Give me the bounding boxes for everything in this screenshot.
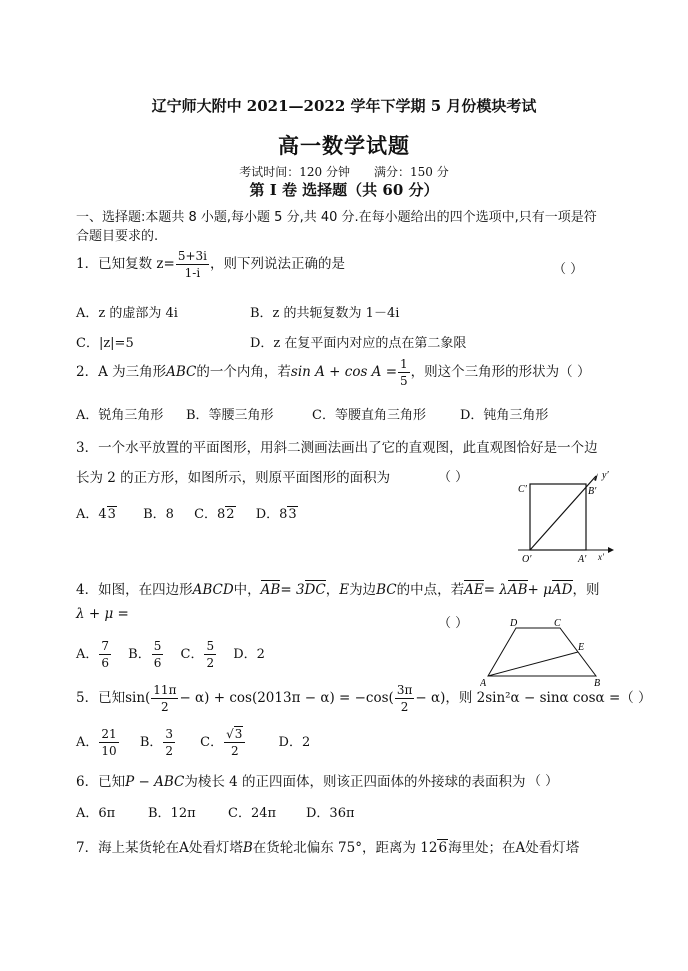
question-5-stem: 5．已知sin( $\frac{11\pi}{2}$ − α) + cos(2013π − α) = −cos( $\frac{3\pi}{2}$ − α)，则 2sin²α − sinα cosα =（ ） <box>76 683 652 714</box>
segment-ae <box>488 652 578 676</box>
fig4-label-d: D <box>510 618 518 629</box>
question-3-answer-blank: （ ） <box>438 470 469 485</box>
paper-title: 高一数学试题 <box>278 133 410 158</box>
question-4-stem: 4．如图，在四边形ABCD中，AB= 3DC，E为边BC的中点，若AE= λAB+ μAD，则 <box>76 582 600 598</box>
question-1-stem: 1．已知复数 z= $\frac{5+3i}{1-i}$ ，则下列说法正确的是 <box>76 249 345 280</box>
q6-option-d: D．36π <box>306 806 355 821</box>
exam-info <box>0 163 688 180</box>
section-instructions-line1: 一、选择题:本题共 8 小题,每小题 5 分,共 40 分.在每小题给出的四个选项中,只有一项是符 <box>76 210 597 225</box>
q1-fraction: $\frac{5+3i}{1-i}$ <box>177 249 207 280</box>
q2-option-a: A．锐角三角形 <box>76 408 164 423</box>
q1-option-d: D．z 在复平面内对应的点在第二象限 <box>250 336 467 351</box>
question-3-line2: 长为 2 的正方形，如图所示，则原平面图形的面积为 <box>76 470 391 486</box>
question-3-line1: 3．一个水平放置的平面图形，用斜二测画法画出了它的直观图，此直观图恰好是一个边 <box>76 440 598 456</box>
fig4-label-b: B <box>594 678 601 689</box>
question-4-answer-blank: （ ） <box>438 616 469 631</box>
fig3-label-c: C′ <box>518 484 527 495</box>
question-4-line2: λ + μ = <box>76 606 129 622</box>
q1-option-c: C．|z|=5 <box>76 336 134 351</box>
fig3-label-y: y′ <box>602 470 609 481</box>
section-instructions-line2: 合题目要求的. <box>76 229 159 244</box>
fig3-label-b: B′ <box>588 486 597 497</box>
q2-option-d: D．钝角三角形 <box>460 408 549 423</box>
fig3-label-a: A′ <box>578 554 587 565</box>
exam-time: 考试时间：120 分钟 <box>239 165 350 179</box>
q2-fraction: $\frac{1}{5}$ <box>400 357 408 388</box>
question-2-stem: 2．A 为三角形ABC的一个内角，若sin A + cos A = $\frac{1}{5}$ ，则这个三角形的形状为（ ） <box>76 357 591 388</box>
fig4-label-c: C <box>554 618 561 629</box>
q6-option-a: A．6π <box>76 806 116 821</box>
question-1-answer-blank: （ ） <box>553 262 584 277</box>
q3-figure <box>510 466 614 566</box>
q2-option-c: C．等腰直角三角形 <box>312 408 426 423</box>
fig3-label-x: x′ <box>598 552 604 562</box>
fig4-label-e: E <box>578 642 585 653</box>
question-6-stem: 6．已知P − ABC为棱长 4 的正四面体，则该正四面体的外接球的表面积为 <box>76 774 526 790</box>
q3-options: A．43 B．8 C．82 D．83 <box>76 507 297 522</box>
x-axis-arrow <box>608 547 614 553</box>
q5-options: A． $\frac{21}{10}$ B． $\frac{3}{2}$ C． $\frac{√3}{2}$ D．2 <box>76 727 311 758</box>
q6-option-b: B．12π <box>148 806 196 821</box>
q1-option-a: A．z 的虚部为 4i <box>76 306 178 321</box>
q4-options: A． $\frac{7}{6}$ B． $\frac{5}{6}$ C． $\frac{5}{2}$ D．2 <box>76 639 265 670</box>
q2-option-b: B．等腰三角形 <box>186 408 274 423</box>
full-score: 满分：150 分 <box>374 165 449 179</box>
fig3-label-o: O′ <box>522 554 532 565</box>
question-7-stem: 7．海上某货轮在A处看灯塔B在货轮北偏东 75°，距离为 126海里处；在A处看灯塔 <box>76 840 580 856</box>
volume-heading: 第 Ⅰ 卷 选择题（共 60 分） <box>249 181 439 199</box>
school-line: 辽宁师大附中 2021—2022 学年下学期 5 月份模块考试 <box>151 97 537 115</box>
question-6-answer-blank: （ ） <box>528 774 559 789</box>
q4-figure <box>480 616 604 690</box>
q1-option-b: B．z 的共轭复数为 1－4i <box>250 306 400 321</box>
fig4-label-a: A <box>480 678 487 689</box>
q6-option-c: C．24π <box>228 806 277 821</box>
